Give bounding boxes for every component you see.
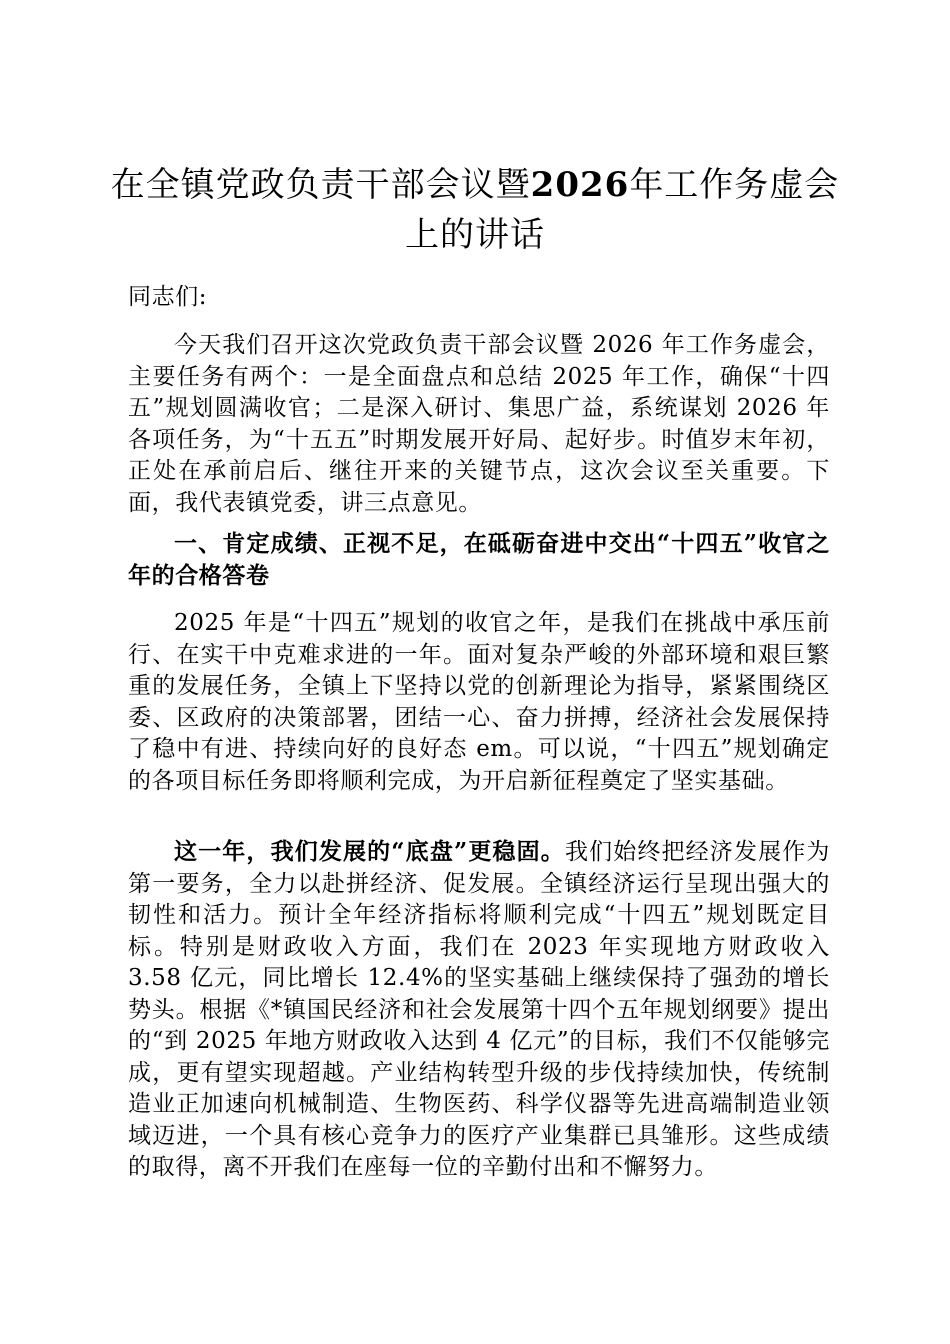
paragraph-lead-sentence: 这一年，我们发展的“底盘”更稳固。	[174, 838, 565, 865]
document-title	[110, 160, 840, 260]
title-part2: 年工作务虚会上的讲话	[405, 165, 840, 255]
intro-paragraph: 今天我们召开这次党政负责干部会议暨 2026 年工作务虚会，主要任务有两个：一是全面盘点和总结 2025 年工作，确保“十四五”规划圆满收官；二是深入研讨、集思广益，系统谋划 2026 年各项任务，为“十五五”时期发展开好局、起好步。时值岁末年初，正处在承前启后、继往开来的关键节点，这次会议至关重要。下面，我代表镇党委，讲三点意见。	[128, 332, 830, 516]
salutation: 同志们:	[128, 284, 208, 310]
title-year: 2026	[530, 165, 630, 205]
paragraph-body: 我们始终把经济发展作为第一要务，全力以赴拼经济、促发展。全镇经济运行呈现出强大的韧性和活力。预计全年经济指标将顺利完成“十四五”规划既定目标。特别是财政收入方面，我们在 2023 年实现地方财政收入 3.58 亿元，同比增长 12.4%的坚实基础上继续保持了强劲的增长势头。根据《*镇国民经济和社会发展第十四个五年规划纲要》提出的“到 2025 年地方财政收入达到 4 亿元”的目标，我们不仅能够完成，更有望实现超越。产业结构转型升级的步伐持续加快，传统制造业正加速向机械制造、生物医药、科学仪器等先进高端制造业领域迈进，一个具有核心竞争力的医疗产业集群已具雏形。这些成绩的取得，离不开我们在座每一位的辛勤付出和不懈努力。	[128, 839, 830, 1180]
section-heading-1: 一、肯定成绩、正视不足，在砥砺奋进中交出“十四五”收官之年的合格答卷	[128, 530, 830, 589]
section1-paragraph-2	[128, 836, 830, 1184]
title-part1: 在全镇党政负责干部会议暨	[110, 165, 531, 205]
section1-paragraph-1: 2025 年是“十四五”规划的收官之年，是我们在挑战中承压前行、在实干中克难求进的一年。面对复杂严峻的外部环境和艰巨繁重的发展任务，全镇上下坚持以党的创新理论为指导，紧紧围绕区委、区政府的决策部署，团结一心、奋力拼搏，经济社会发展保持了稳中有进、持续向好的良好态 em。可以说，“十四五”规划确定的各项目标任务即将顺利完成，为开启新征程奠定了坚实基础。	[128, 610, 830, 794]
